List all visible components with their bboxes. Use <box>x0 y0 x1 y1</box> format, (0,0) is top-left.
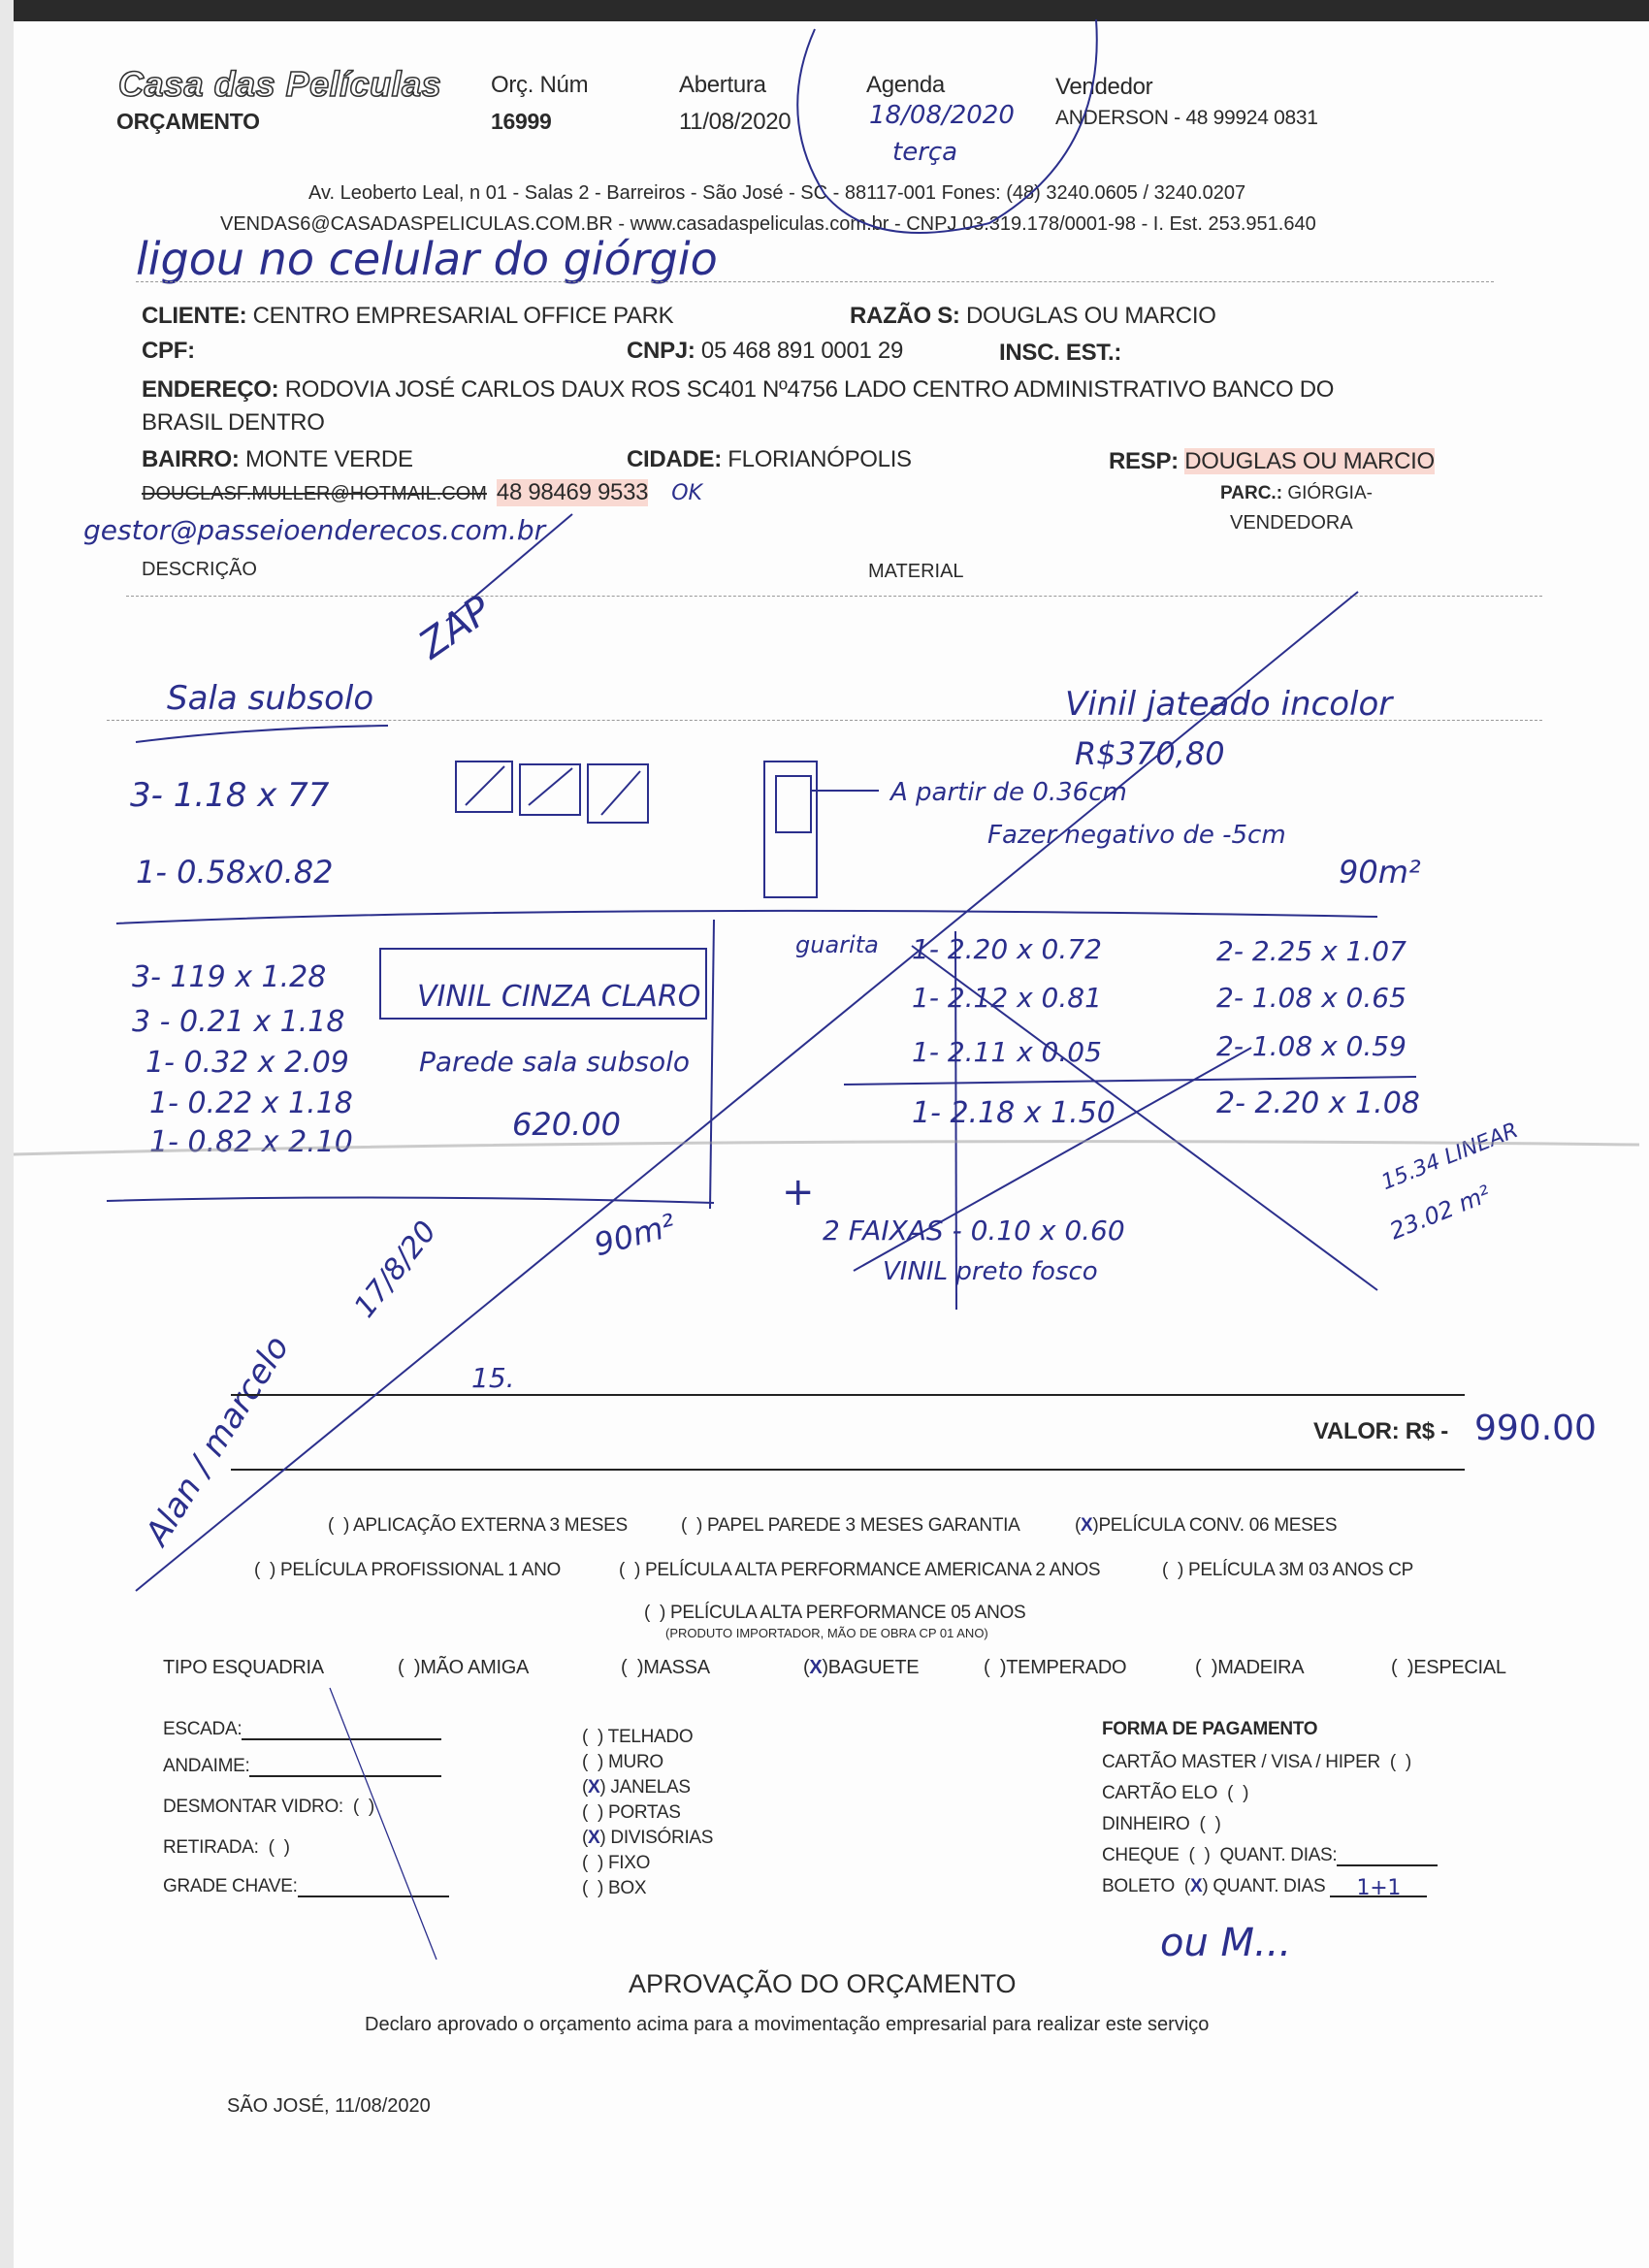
note-box-price: 620.00 <box>512 1106 621 1143</box>
option-sub-note: (PRODUTO IMPORTADOR, MÃO DE OBRA CP 01 ANO) <box>665 1626 988 1640</box>
valor-amount: 990.00 <box>1474 1409 1597 1448</box>
note-plus: + <box>782 1170 815 1215</box>
cliente-field: CLIENTE: CENTRO EMPRESARIAL OFFICE PARK <box>142 303 674 329</box>
cidade-field: CIDADE: FLORIANÓPOLIS <box>627 446 912 472</box>
note-area-total: 23.02 m² <box>1385 1180 1495 1246</box>
option-checkbox[interactable]: ( ) PELÍCULA ALTA PERFORMANCE 05 ANOS <box>644 1603 1026 1623</box>
escada-field[interactable]: ESCADA: <box>163 1719 441 1740</box>
note-line: 2- 1.08 x 0.59 <box>1216 1030 1406 1062</box>
option-checkbox[interactable]: ( ) PAPEL PAREDE 3 MESES GARANTIA <box>681 1515 1020 1536</box>
bairro-value: MONTE VERDE <box>244 446 413 472</box>
payment-title: FORMA DE PAGAMENTO <box>1102 1719 1318 1739</box>
sketch-window-hatch <box>466 766 640 815</box>
andaime-field[interactable]: ANDAIME: <box>163 1756 441 1777</box>
razao-value: DOUGLAS OU MARCIO <box>965 303 1216 329</box>
note-material-title: Vinil jateado incolor <box>1065 685 1393 724</box>
agenda-day-handwritten: terça <box>892 138 958 167</box>
guarita-underline <box>844 1077 1416 1085</box>
phone-ok-note: OK <box>671 481 702 505</box>
approval-title: APROVAÇÃO DO ORÇAMENTO <box>629 1969 1017 1998</box>
resp-value: DOUGLAS OU MARCIO <box>1184 448 1435 474</box>
section-divider-2 <box>107 1197 714 1203</box>
contact-row <box>142 479 702 506</box>
grade-chave-field[interactable]: GRADE CHAVE: <box>163 1876 449 1897</box>
note-line: 2- 1.08 x 0.65 <box>1216 982 1406 1014</box>
razao-field: RAZÃO S: DOUGLAS OU MARCIO <box>850 303 1216 329</box>
zap-note: ZAP <box>410 587 500 668</box>
esquadria-option[interactable]: ( )ESPECIAL <box>1391 1657 1506 1678</box>
sketch-window-1 <box>456 761 512 812</box>
section-divider-1 <box>116 911 1377 923</box>
valor-bottom-line <box>231 1469 1465 1471</box>
section-underline <box>136 726 388 742</box>
local-option-checked[interactable]: (X) JANELAS <box>582 1777 691 1798</box>
note-line: 1- 2.12 x 0.81 <box>912 982 1102 1014</box>
payment-elo[interactable]: CARTÃO ELO ( ) <box>1102 1783 1249 1803</box>
option-checkbox[interactable]: ( ) PELÍCULA ALTA PERFORMANCE AMERICANA 2 ANOS <box>619 1560 1101 1580</box>
note-faixas-material: VINIL preto fosco <box>883 1257 1098 1286</box>
sketch-door <box>764 761 817 897</box>
handwritten-email: gestor@passeioenderecos.com.br <box>83 514 546 546</box>
resp-field: RESP: DOUGLAS OU MARCIO <box>1109 448 1435 474</box>
note-line: 3 - 0.21 x 1.18 <box>132 1005 345 1039</box>
parc-line2: VENDEDORA <box>1230 512 1353 534</box>
parc-field: PARC.: GIÓRGIA- <box>1220 483 1373 503</box>
payment-signature: ou M... <box>1160 1921 1292 1965</box>
client-phone: 48 98469 9533 <box>496 479 649 505</box>
note-line: 3- 1.18 x 77 <box>130 776 330 815</box>
local-option[interactable]: ( ) FIXO <box>582 1853 651 1873</box>
boleto-days-value: 1+1 <box>1356 1876 1402 1900</box>
sketch-window-3 <box>588 764 648 823</box>
descricao-header: DESCRIÇÃO <box>142 559 257 580</box>
abertura-date: 11/08/2020 <box>679 109 792 135</box>
note-line: 2- 2.20 x 1.08 <box>1216 1086 1420 1120</box>
option-checkbox[interactable]: ( ) PELÍCULA 3M 03 ANOS CP <box>1162 1560 1414 1580</box>
cnpj-value: 05 468 891 0001 29 <box>700 338 904 364</box>
note-diagonal-names: Alan / marcelo <box>138 1329 298 1552</box>
agenda-date-handwritten: 18/08/2020 <box>869 101 1015 130</box>
divider <box>126 596 1542 597</box>
handwritten-call-note: ligou no celular do giórgio <box>136 233 718 285</box>
note-guarita: guarita <box>795 931 879 958</box>
note-line: 3- 119 x 1.28 <box>132 960 327 994</box>
client-email: DOUGLASF.MULLER@HOTMAIL.COM <box>142 483 487 504</box>
vendedor-value: ANDERSON - 48 99924 0831 <box>1055 107 1318 129</box>
note-line: 1- 2.11 x 0.05 <box>912 1036 1102 1068</box>
agenda-label: Agenda <box>866 72 945 98</box>
company-contact: VENDAS6@CASADASPELICULAS.COM.BR - www.casadaspeliculas.com.br - CNPJ 03.319.178/0001-98 - I. Est. 253.951.640 <box>220 213 1316 235</box>
section-vertical <box>710 920 714 1209</box>
divider <box>136 281 1494 282</box>
bairro-field: BAIRRO: MONTE VERDE <box>142 446 413 472</box>
esquadria-option[interactable]: ( )MÃO AMIGA <box>398 1657 529 1678</box>
orc-num: 16999 <box>491 109 552 134</box>
local-option[interactable]: ( ) TELHADO <box>582 1727 694 1747</box>
option-checkbox[interactable]: ( ) APLICAÇÃO EXTERNA 3 MESES <box>328 1515 628 1536</box>
desmontar-vidro-field[interactable]: DESMONTAR VIDRO: ( ) <box>163 1797 374 1817</box>
approval-text: Declaro aprovado o orçamento acima para a movimentação empresarial para realizar este serviço <box>365 2014 1210 2035</box>
sketch-window-2 <box>520 764 580 815</box>
payment-boleto-checked[interactable]: BOLETO (X) QUANT. DIAS 1+1 <box>1102 1876 1427 1897</box>
insc-est-label: INSC. EST.: <box>999 340 1122 366</box>
esquadria-option[interactable]: ( )MADEIRA <box>1195 1657 1305 1678</box>
vendedor-label: Vendedor <box>1055 74 1153 100</box>
esquadria-option[interactable]: ( )MASSA <box>621 1657 710 1678</box>
esquadria-option-checked[interactable]: (X)BAGUETE <box>803 1657 920 1678</box>
option-checkbox[interactable]: ( ) PELÍCULA PROFISSIONAL 1 ANO <box>254 1560 561 1580</box>
endereco-line2: BRASIL DENTRO <box>142 409 325 436</box>
note-area: 90m² <box>1339 854 1421 891</box>
scan-top-edge <box>0 0 1649 21</box>
cidade-value: FLORIANÓPOLIS <box>728 446 912 472</box>
note-faixas: 2 FAIXAS - 0.10 x 0.60 <box>823 1215 1125 1247</box>
note-material-price: R$370,80 <box>1075 735 1225 772</box>
parc-value: GIÓRGIA- <box>1287 483 1373 503</box>
note-linear: 15.34 LINEAR <box>1377 1118 1522 1196</box>
payment-dinheiro[interactable]: DINHEIRO ( ) <box>1102 1814 1221 1834</box>
note-line: 2- 2.25 x 1.07 <box>1216 935 1406 967</box>
note-line: 1- 0.82 x 2.10 <box>149 1125 353 1159</box>
endereco-value: RODOVIA JOSÉ CARLOS DAUX ROS SC401 Nº4756 LADO CENTRO ADMINISTRATIVO BANCO DO <box>284 376 1335 403</box>
note-line: 1- 0.22 x 1.18 <box>149 1086 353 1120</box>
abertura-label: Abertura <box>679 72 766 98</box>
note-area: 90m² <box>590 1206 680 1264</box>
doc-type: ORÇAMENTO <box>116 109 260 134</box>
note-box-label: VINIL CINZA CLARO <box>417 980 701 1014</box>
company-address: Av. Leoberto Leal, n 01 - Salas 2 - Barreiros - São José - SC - 88117-001 Fones: (48) 3240.0605 / 3240.0207 <box>308 182 1246 204</box>
endereco-field: ENDEREÇO: RODOVIA JOSÉ CARLOS DAUX ROS SC401 Nº4756 LADO CENTRO ADMINISTRATIVO BANCO DO <box>142 376 1335 403</box>
note-line: 1- 2.18 x 1.50 <box>912 1096 1116 1130</box>
note-line: 1- 2.20 x 0.72 <box>912 933 1102 965</box>
cpf-label: CPF: <box>142 338 195 364</box>
note-diagonal-num: 15. <box>471 1362 515 1394</box>
option-checkbox-checked[interactable]: (X)PELÍCULA CONV. 06 MESES <box>1075 1515 1338 1536</box>
company-logo: Casa das Películas <box>118 64 442 104</box>
payment-cheque[interactable]: CHEQUE ( ) QUANT. DIAS: <box>1102 1845 1438 1866</box>
local-option[interactable]: ( ) BOX <box>582 1878 647 1898</box>
approval-place-date: SÃO JOSÉ, 11/08/2020 <box>227 2095 431 2117</box>
valor-top-line <box>231 1394 1465 1396</box>
note-line: 1- 0.32 x 2.09 <box>146 1046 349 1080</box>
esquadria-option[interactable]: ( )TEMPERADO <box>984 1657 1127 1678</box>
valor-label: VALOR: R$ - <box>1313 1418 1448 1444</box>
local-option-checked[interactable]: (X) DIVISÓRIAS <box>582 1828 714 1848</box>
note-box-sub: Parede sala subsolo <box>419 1046 691 1078</box>
payment-cartao[interactable]: CARTÃO MASTER / VISA / HIPER ( ) <box>1102 1752 1411 1772</box>
cnpj-field: CNPJ: 05 468 891 0001 29 <box>627 338 904 364</box>
local-option[interactable]: ( ) MURO <box>582 1752 663 1772</box>
retirada-field[interactable]: RETIRADA: ( ) <box>163 1837 290 1858</box>
note-line: 1- 0.58x0.82 <box>136 854 334 891</box>
local-option[interactable]: ( ) PORTAS <box>582 1802 681 1823</box>
note-diagonal-date: 17/8/20 <box>347 1215 444 1324</box>
cliente-value: CENTRO EMPRESARIAL OFFICE PARK <box>252 303 674 329</box>
note-section-title: Sala subsolo <box>167 679 374 718</box>
sketch-door-panel <box>776 776 811 832</box>
orc-num-label: Orç. Núm <box>491 72 589 98</box>
material-header: MATERIAL <box>868 561 964 582</box>
scan-left-edge <box>0 0 14 2268</box>
note-arrow-text: Fazer negativo de -5cm <box>987 821 1286 850</box>
note-arrow-text: A partir de 0.36cm <box>890 778 1127 807</box>
esquadria-label: TIPO ESQUADRIA <box>163 1657 324 1678</box>
